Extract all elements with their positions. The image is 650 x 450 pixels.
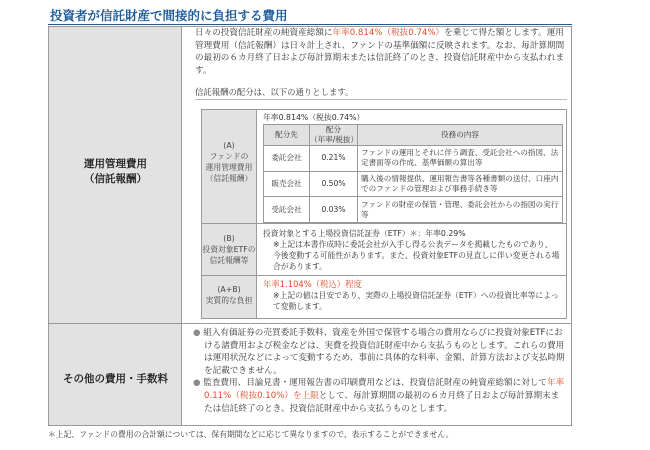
c-note: ※上記の値は目安であり、実際の上場投資信託証券（ETF）への投資比率等によって変動します。	[273, 291, 559, 311]
recipient-desc: ファンドの財産の保管・管理、委託会社からの指図の実行等	[358, 197, 563, 223]
para-text-a: 日々の投資信託財産の純資産総額に	[195, 28, 333, 38]
row-label-management-fee	[49, 157, 182, 187]
b-etf-rate: 投資対象とする上場投資信託証券（ETF）＊：年率0.29%	[263, 229, 466, 238]
recipient-name: 販売会社	[264, 171, 310, 197]
distribution-heading: 信託報酬の配分は、以下の通りとします。	[195, 87, 354, 97]
cell-a-content	[257, 109, 567, 224]
recipient-name: 委託会社	[264, 146, 310, 172]
other-fee-text-a: 監査費用、目論見書・運用報告書の印刷費用などは、投資信託財産の純資産総額に対して	[203, 378, 547, 389]
b-note: ※上記は本書作成時に委託会社が入手し得る公表データを掲載したものであり、今後変動する可能性があります。また、投資対象ETFの見直しに伴い変更される場合があります。	[273, 240, 560, 271]
cell-label-a: (A) ファンドの 運用管理費用 （信託報酬）	[201, 109, 257, 224]
footnote: ＊上記、ファンドの費用の合計額については、保有期間などに応じて異なりますので、表示することができません。	[48, 430, 454, 439]
cell-label-b: (B) 投資対象ETFの 信託報酬等	[201, 224, 257, 276]
recipient-rate: 0.03%	[310, 197, 358, 223]
other-fee-text: 組入有価証券の売買委託手数料、資産を外国で保管する場合の費用ならびに投資対象ETFにおける諸費用および税金などは、実費を投資信託財産中から支払うものとします。これらの費用は運用状況などによって変動するため、事前に具体的な料率、金額、計算方法および支払時期を記載できません。	[203, 328, 565, 376]
header-services: 役務の内容	[358, 125, 563, 146]
recipient-rate: 0.21%	[310, 146, 358, 172]
para-text-b: を乗じて得た額とします。運用管理費用（信託報酬）は日々計上され、ファンドの基準価額に反映されます。なお、毎計算期間の最初の６カ月終了日および毎計算期末または信託終了のとき、投資信託財産中から支払われます。	[195, 28, 565, 76]
fee-table	[48, 26, 572, 426]
page-title: 投資者が信託財産で間接的に負担する費用	[50, 8, 288, 23]
recipient-desc: 購入後の情報提供、運用報告書等各種書類の送付、口座内でのファンドの管理および事務手続き等	[358, 171, 563, 197]
management-fee-description	[195, 27, 565, 77]
fee-breakdown-table	[201, 109, 567, 319]
cell-label-c: (A+B) 実質的な負担	[201, 276, 257, 319]
label-column	[49, 27, 182, 425]
allocation-table	[263, 124, 563, 223]
header-recipient: 配分先	[264, 125, 310, 146]
other-fee-rate-highlight: 年率0.11%（税抜0.10%）を上限	[204, 378, 565, 401]
recipient-rate: 0.50%	[310, 171, 358, 197]
row-label-management-fee-text: 運用管理費用 （信託報酬）	[84, 158, 147, 185]
distribution-rule	[195, 99, 567, 100]
allocation-row	[264, 146, 563, 172]
management-fee-paragraph	[195, 27, 565, 77]
a-rate: 年率0.814%（税抜0.74%）	[263, 113, 365, 122]
allocation-row	[264, 197, 563, 223]
allocation-header-row	[264, 125, 563, 146]
recipient-desc: ファンドの運用とそれに伴う調査、受託会社への指図、法定書面等の作成、基準価額の算出等	[358, 146, 563, 172]
other-fee-text-b: として、毎計算期間の最初の６カ月終了日および毎計算期末または信託終了のとき、投資信託財産中から支払うものとします。	[204, 390, 560, 414]
cell-b-content	[257, 224, 567, 276]
c-total-rate: 年率1.104%（税込）程度	[263, 279, 362, 289]
bullet-icon: ●	[193, 328, 201, 338]
recipient-name: 受託会社	[264, 197, 310, 223]
title-underline	[48, 24, 572, 25]
cell-c-content	[257, 276, 567, 319]
para-rate-highlight: 年率0.814%（税抜0.74%）	[332, 28, 445, 38]
other-fees-list	[193, 327, 567, 415]
bullet-icon: ●	[193, 378, 201, 389]
row-label-other-fees: その他の費用・手数料	[63, 373, 168, 385]
allocation-row	[264, 171, 563, 197]
header-rate: 配分 （年率/税抜）	[310, 125, 359, 144]
other-fee-item	[193, 377, 567, 415]
other-fee-item	[193, 327, 567, 377]
row-divider	[49, 323, 571, 324]
